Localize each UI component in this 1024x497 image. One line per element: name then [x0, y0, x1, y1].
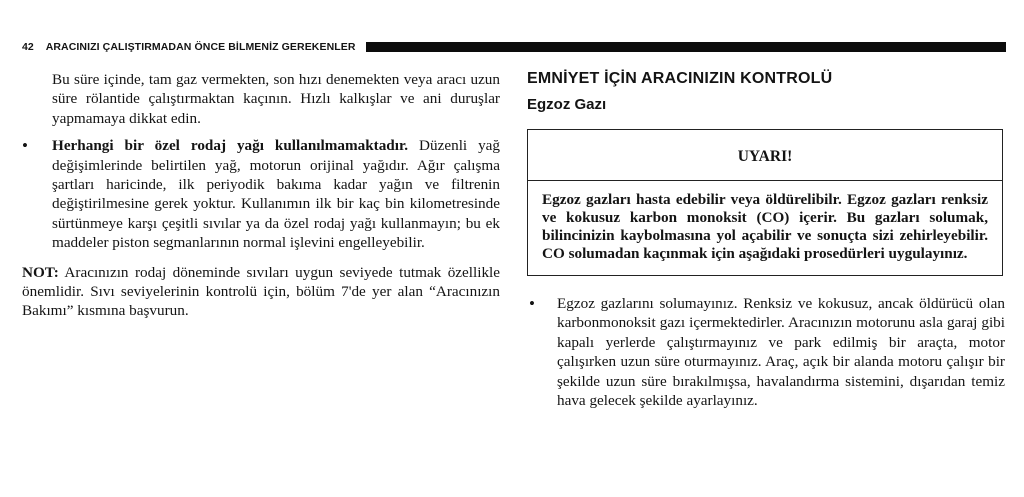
- warning-box: [527, 129, 1003, 276]
- note-label: NOT:: [22, 263, 59, 281]
- list-item: [527, 294, 1005, 410]
- warning-title: UYARI!: [528, 130, 1002, 181]
- bullet-bold-text: Herhangi bir özel rodaj yağı kullanılmamaktadır.: [52, 137, 409, 155]
- section-title: EMNİYET İÇİN ARACINIZIN KONTROLÜ: [527, 70, 833, 87]
- header-rule: [366, 42, 1006, 52]
- bullet-icon: •: [22, 136, 28, 156]
- warning-text: Egzoz gazları hasta edebilir veya öldürelibilr. Egzoz gazları renksiz ve kokusuz karbon monoksit (CO) içerir. Bu gazları solumak, bilincinizin kaybolmasına yol açabilir ve sonuçta sizi zehirleyebilir. CO solumadan kaçınmak için aşağıdaki prosedürleri uygulayınız.: [542, 191, 988, 262]
- bullet-icon: •: [529, 294, 535, 313]
- sub-title: Egzoz Gazı: [527, 96, 607, 113]
- bullet-body-text: Düzenli yağ değişimlerinde belirtilen yağ, motorun orijinal yağıdır. Ağır çalışma şartları haricinde, ilk periyodik bakıma kadar yağın ve filtrenin değiştirilmesine gerek yoktur. Kullanımın ilk bir kaç bin kilometresinde sürtünmeye karşı çeşitli sıvılar ya da özel rodaj yağı kullanmayın; bu ek maddeler piston segmanlarının normal işlevini engelleyebilir.: [52, 137, 500, 252]
- page-header: [22, 40, 1006, 54]
- list-item: [22, 136, 500, 252]
- note-paragraph: [22, 263, 500, 321]
- left-column: [22, 70, 500, 321]
- bullet-text: [52, 137, 500, 251]
- running-title: ARACINIZI ÇALIŞTIRMADAN ÖNCE BİLMENİZ GEREKENLER: [45, 41, 356, 53]
- bullet-text: Egzoz gazlarını solumayınız. Renksiz ve kokusuz, ancak öldürücü olan karbonmonoksit gazı içermektedirler. Aracınızın motorunu asla garaj gibi kapalı yerlerde çalıştırmayınız ve park edilmiş bir araçta, motor çalışırken uzun süre oturmayınız. Araç, açık bir alanda motoru çalışır bir şekilde uzun süre bırakılmışsa, havalandırma sistemini, dışarıdan temiz hava gelecek şekilde ayarlayınız.: [557, 295, 1005, 410]
- page-number: 42: [22, 41, 34, 53]
- intro-paragraph: Bu süre içinde, tam gaz vermekten, son hızı denemekten veya aracı uzun süre rölantide çalıştırmaktan kaçının. Hızlı kalkışlar ve ani duruşlar yapmamaya dikkat edin.: [52, 71, 500, 127]
- note-text: Aracınızın rodaj döneminde sıvıları uygun seviyede tutmak özellikle önemlidir. Sıvı seviyelerinin kontrolü için, bölüm 7'de yer alan “Aracınızın Bakımı” kısmına başvurun.: [22, 263, 500, 320]
- right-column: [527, 70, 1005, 410]
